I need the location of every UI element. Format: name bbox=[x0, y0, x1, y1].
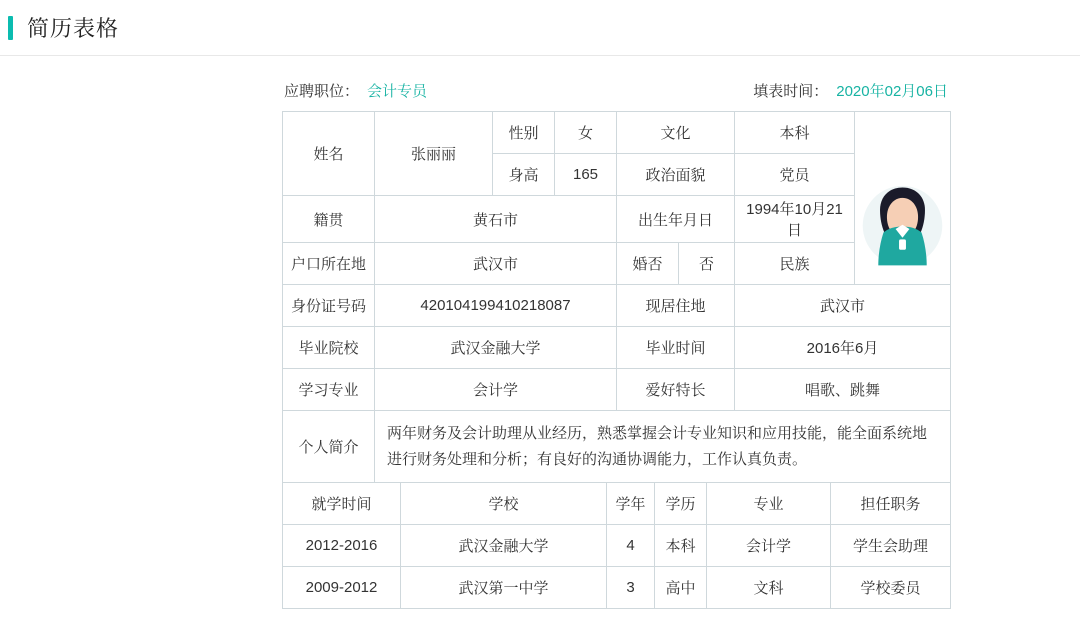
page-title: 简历表格 bbox=[27, 16, 120, 41]
table-row bbox=[283, 327, 951, 369]
school-label: 毕业院校 bbox=[283, 327, 375, 369]
name-value: 张丽丽 bbox=[375, 112, 493, 196]
cell-years: 4 bbox=[607, 525, 655, 567]
native-value: 黄石市 bbox=[375, 196, 617, 243]
table-row bbox=[283, 411, 951, 483]
id-label: 身份证号码 bbox=[283, 285, 375, 327]
cell-years: 3 bbox=[607, 567, 655, 609]
name-label: 姓名 bbox=[283, 112, 375, 196]
table-row bbox=[283, 369, 951, 411]
position-value: 会计专员 bbox=[367, 83, 428, 100]
bio-value: 两年财务及会计助理从业经历，熟悉掌握会计专业知识和应用技能，能全面系统地进行财务处理和分析；有良好的沟通协调能力，工作认真负责。 bbox=[375, 411, 951, 483]
hobby-value: 唱歌、跳舞 bbox=[735, 369, 951, 411]
cell-position: 学生会助理 bbox=[831, 525, 951, 567]
col-header-time: 就学时间 bbox=[283, 483, 401, 525]
table-row bbox=[283, 243, 951, 285]
table-header-row bbox=[283, 483, 951, 525]
nation-label: 民族 bbox=[735, 243, 855, 285]
residence-value: 武汉市 bbox=[735, 285, 951, 327]
cell-school: 武汉金融大学 bbox=[401, 525, 607, 567]
photo-cell bbox=[855, 112, 951, 285]
date-label: 填表时间： bbox=[753, 83, 829, 100]
position-label: 应聘职位： bbox=[284, 83, 360, 100]
avatar bbox=[861, 114, 944, 282]
table-row bbox=[283, 196, 951, 243]
gender-label: 性别 bbox=[493, 112, 555, 154]
household-label: 户口所在地 bbox=[283, 243, 375, 285]
education-value: 本科 bbox=[735, 112, 855, 154]
col-header-school: 学校 bbox=[401, 483, 607, 525]
cell-time: 2009-2012 bbox=[283, 567, 401, 609]
school-value: 武汉金融大学 bbox=[375, 327, 617, 369]
id-value: 420104199410218087 bbox=[375, 285, 617, 327]
gender-value: 女 bbox=[555, 112, 617, 154]
major-label: 学习专业 bbox=[283, 369, 375, 411]
residence-label: 现居住地 bbox=[617, 285, 735, 327]
major-value: 会计学 bbox=[375, 369, 617, 411]
cell-time: 2012-2016 bbox=[283, 525, 401, 567]
graduate-time-label: 毕业时间 bbox=[617, 327, 735, 369]
cell-degree: 高中 bbox=[655, 567, 707, 609]
meta-row bbox=[282, 80, 950, 101]
graduate-time-value: 2016年6月 bbox=[735, 327, 951, 369]
col-header-degree: 学历 bbox=[655, 483, 707, 525]
table-row bbox=[283, 567, 951, 609]
political-value: 党员 bbox=[735, 154, 855, 196]
col-header-years: 学年 bbox=[607, 483, 655, 525]
position-group bbox=[284, 80, 427, 101]
cell-degree: 本科 bbox=[655, 525, 707, 567]
table-row bbox=[283, 112, 951, 154]
resume-document bbox=[282, 80, 950, 609]
native-label: 籍贯 bbox=[283, 196, 375, 243]
date-value: 2020年02月06日 bbox=[836, 83, 948, 100]
header-accent-bar bbox=[8, 16, 13, 40]
hobby-label: 爱好特长 bbox=[617, 369, 735, 411]
cell-major: 文科 bbox=[707, 567, 831, 609]
education-history-table bbox=[282, 482, 951, 609]
education-label: 文化 bbox=[617, 112, 735, 154]
cell-position: 学校委员 bbox=[831, 567, 951, 609]
col-header-position: 担任职务 bbox=[831, 483, 951, 525]
height-value: 165 bbox=[555, 154, 617, 196]
bio-label: 个人简介 bbox=[283, 411, 375, 483]
cell-major: 会计学 bbox=[707, 525, 831, 567]
date-group bbox=[753, 80, 948, 101]
col-header-major: 专业 bbox=[707, 483, 831, 525]
cell-school: 武汉第一中学 bbox=[401, 567, 607, 609]
page-header bbox=[0, 0, 1080, 56]
height-label: 身高 bbox=[493, 154, 555, 196]
household-value: 武汉市 bbox=[375, 243, 617, 285]
table-row bbox=[283, 285, 951, 327]
table-row bbox=[283, 525, 951, 567]
person-avatar-icon bbox=[861, 164, 944, 282]
birth-value: 1994年10月21日 bbox=[735, 196, 855, 243]
resume-table bbox=[282, 111, 951, 483]
marriage-value: 否 bbox=[679, 243, 735, 285]
political-label: 政治面貌 bbox=[617, 154, 735, 196]
marriage-label: 婚否 bbox=[617, 243, 679, 285]
birth-label: 出生年月日 bbox=[617, 196, 735, 243]
